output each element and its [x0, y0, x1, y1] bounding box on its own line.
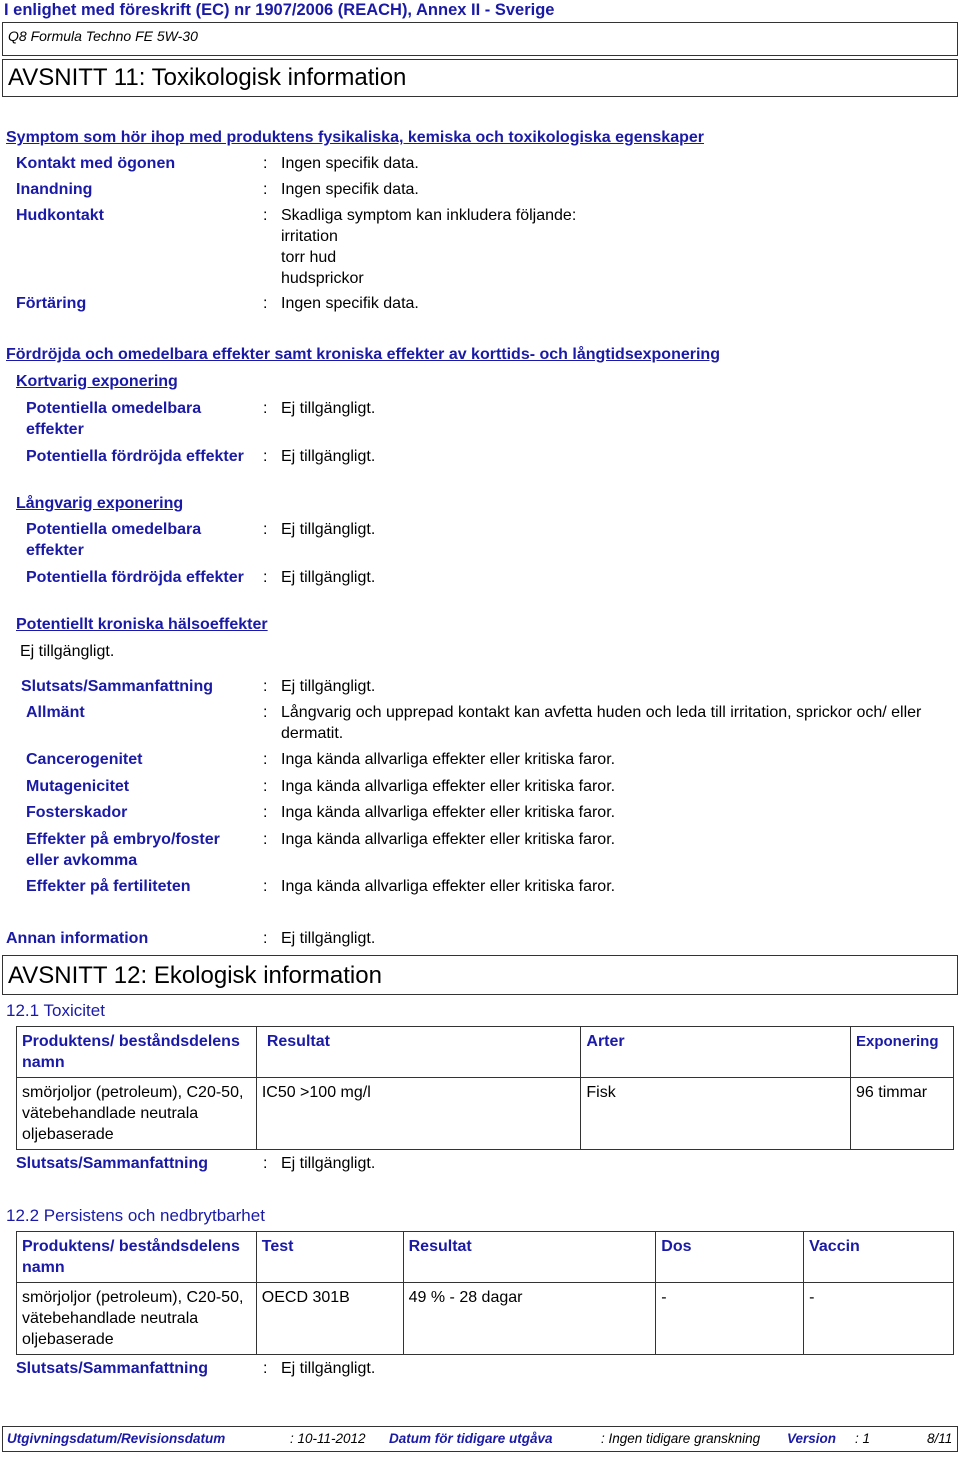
other-info-value: Ej tillgängligt.: [281, 930, 376, 947]
eye-contact-value: Ingen specifik data.: [281, 155, 419, 172]
colon: :: [263, 878, 268, 895]
fertility-label: Effekter på fertiliteten: [26, 878, 191, 895]
skin-contact-value-2: irritation: [281, 228, 338, 245]
short-immediate-label: Potentiella omedelbara effekter: [26, 400, 202, 438]
embryo-effects-label: Effekter på embryo/foster eller avkomma: [26, 831, 220, 869]
cell-vaccine: -: [804, 1283, 954, 1355]
section-12-box: [2, 955, 958, 995]
eye-contact-label: Kontakt med ögonen: [16, 155, 176, 172]
ingestion-value: Ingen specifik data.: [281, 295, 419, 312]
short-immediate-value: Ej tillgängligt.: [281, 400, 376, 417]
persistence-summary-label: Slutsats/Sammanfattning: [16, 1360, 209, 1377]
chronic-summary-value: Ej tillgängligt.: [281, 678, 376, 695]
colon: :: [263, 1155, 268, 1172]
col-header-name: Produktens/ beståndsdelens namn: [17, 1027, 257, 1078]
section-12-title: AVSNITT 12: Ekologisk information: [8, 962, 382, 989]
symptoms-heading: Symptom som hör ihop med produktens fysikaliska, kemiska och toxikologiska egenskaper: [6, 129, 704, 146]
cell-dose: -: [656, 1283, 804, 1355]
colon: :: [263, 778, 268, 795]
colon: :: [263, 569, 268, 586]
colon: :: [263, 448, 268, 465]
col-header-result: Resultat: [403, 1232, 656, 1283]
persistence-table: [16, 1231, 954, 1355]
colon: :: [263, 804, 268, 821]
cell-result: IC50 >100 mg/l: [256, 1078, 581, 1150]
chronic-summary-label: Slutsats/Sammanfattning: [21, 678, 214, 695]
long-immediate-label: Potentiella omedelbara effekter: [26, 521, 202, 559]
revision-date-label: Utgivningsdatum/Revisionsdatum: [7, 1431, 226, 1446]
toxicity-summary-value: Ej tillgängligt.: [281, 1155, 376, 1172]
chronic-value: Ej tillgängligt.: [20, 643, 115, 660]
long-delayed-value: Ej tillgängligt.: [281, 569, 376, 586]
fertility-value: Inga kända allvarliga effekter eller kritiska faror.: [281, 878, 616, 895]
colon: :: [263, 181, 268, 198]
colon: :: [263, 831, 268, 848]
table-header-row: [17, 1027, 954, 1078]
table-header-row: [17, 1232, 954, 1283]
long-immediate-value: Ej tillgängligt.: [281, 521, 376, 538]
colon: :: [263, 704, 268, 721]
revision-date-value: : 10-11-2012: [290, 1431, 366, 1446]
page-number: 8/11: [927, 1431, 953, 1446]
col-header-name: Produktens/ beståndsdelens namn: [17, 1232, 257, 1283]
table-row: [17, 1078, 954, 1150]
general-label: Allmänt: [26, 704, 85, 721]
long-exposure-heading: Långvarig exponering: [16, 495, 184, 512]
carcinogenicity-label: Cancerogenitet: [26, 751, 143, 768]
other-info-label: Annan information: [6, 930, 149, 947]
persistence-heading: 12.2 Persistens och nedbrytbarhet: [6, 1206, 265, 1225]
colon: :: [263, 751, 268, 768]
short-delayed-value: Ej tillgängligt.: [281, 448, 376, 465]
col-header-species: Arter: [581, 1027, 851, 1078]
cell-species: Fisk: [581, 1078, 851, 1150]
inhalation-label: Inandning: [16, 181, 93, 198]
colon: :: [263, 295, 268, 312]
col-header-test: Test: [256, 1232, 403, 1283]
cell-exposure: 96 timmar: [851, 1078, 954, 1150]
embryo-effects-value: Inga kända allvarliga effekter eller kritiska faror.: [281, 831, 616, 848]
long-delayed-label: Potentiella fördröjda effekter: [26, 569, 244, 586]
carcinogenicity-value: Inga kända allvarliga effekter eller kritiska faror.: [281, 751, 616, 768]
colon: :: [263, 207, 268, 224]
chronic-heading: Potentiellt kroniska hälsoeffekter: [16, 616, 268, 633]
persistence-summary-value: Ej tillgängligt.: [281, 1360, 376, 1377]
colon: :: [263, 1360, 268, 1377]
colon: :: [263, 521, 268, 538]
version-value: : 1: [855, 1431, 871, 1446]
toxicity-heading: 12.1 Toxicitet: [6, 1001, 105, 1020]
table-row: [17, 1283, 954, 1355]
col-header-dose: Dos: [656, 1232, 804, 1283]
toxicity-table: [16, 1026, 954, 1150]
skin-contact-value-4: hudsprickor: [281, 270, 364, 287]
effects-heading: Fördröjda och omedelbara effekter samt kroniska effekter av korttids- och långtidsexponering: [6, 346, 720, 363]
version-label: Version: [787, 1431, 837, 1446]
section-11-box: [2, 59, 958, 97]
cell-substance-name: smörjoljor (petroleum), C20-50, vätebehandlade neutrala oljebaserade: [17, 1078, 257, 1150]
skin-contact-value-1: Skadliga symptom kan inkludera följande:: [281, 207, 577, 224]
cell-test: OECD 301B: [256, 1283, 403, 1355]
skin-contact-label: Hudkontakt: [16, 207, 104, 224]
skin-contact-value-3: torr hud: [281, 249, 337, 266]
col-header-exposure: Exponering: [851, 1027, 954, 1078]
inhalation-value: Ingen specifik data.: [281, 181, 419, 198]
cell-substance-name: smörjoljor (petroleum), C20-50, vätebehandlade neutrala oljebaserade: [17, 1283, 257, 1355]
fetal-damage-label: Fosterskador: [26, 804, 128, 821]
colon: :: [263, 400, 268, 417]
colon: :: [263, 930, 268, 947]
colon: :: [263, 678, 268, 695]
mutagenicity-label: Mutagenicitet: [26, 778, 130, 795]
previous-date-label: Datum för tidigare utgåva: [389, 1431, 553, 1446]
short-delayed-label: Potentiella fördröjda effekter: [26, 448, 244, 465]
col-header-vaccine: Vaccin: [804, 1232, 954, 1283]
colon: :: [263, 155, 268, 172]
page-footer: [2, 1426, 958, 1452]
product-name: Q8 Formula Techno FE 5W-30: [8, 28, 198, 44]
fetal-damage-value: Inga kända allvarliga effekter eller kritiska faror.: [281, 804, 616, 821]
toxicity-summary-label: Slutsats/Sammanfattning: [16, 1155, 209, 1172]
cell-result: 49 % - 28 dagar: [403, 1283, 656, 1355]
previous-date-value: : Ingen tidigare granskning: [601, 1431, 761, 1446]
product-box: [2, 22, 958, 56]
section-11-title: AVSNITT 11: Toxikologisk information: [8, 64, 407, 91]
short-exposure-heading: Kortvarig exponering: [16, 373, 178, 390]
mutagenicity-value: Inga kända allvarliga effekter eller kritiska faror.: [281, 778, 616, 795]
ingestion-label: Förtäring: [16, 295, 87, 312]
regulation-header: I enlighet med föreskrift (EC) nr 1907/2006 (REACH), Annex II - Sverige: [4, 1, 555, 19]
general-value: Långvarig och upprepad kontakt kan avfetta huden och leda till irritation, sprickor och/ eller dermatit.: [281, 704, 922, 742]
col-header-result: Resultat: [256, 1027, 581, 1078]
